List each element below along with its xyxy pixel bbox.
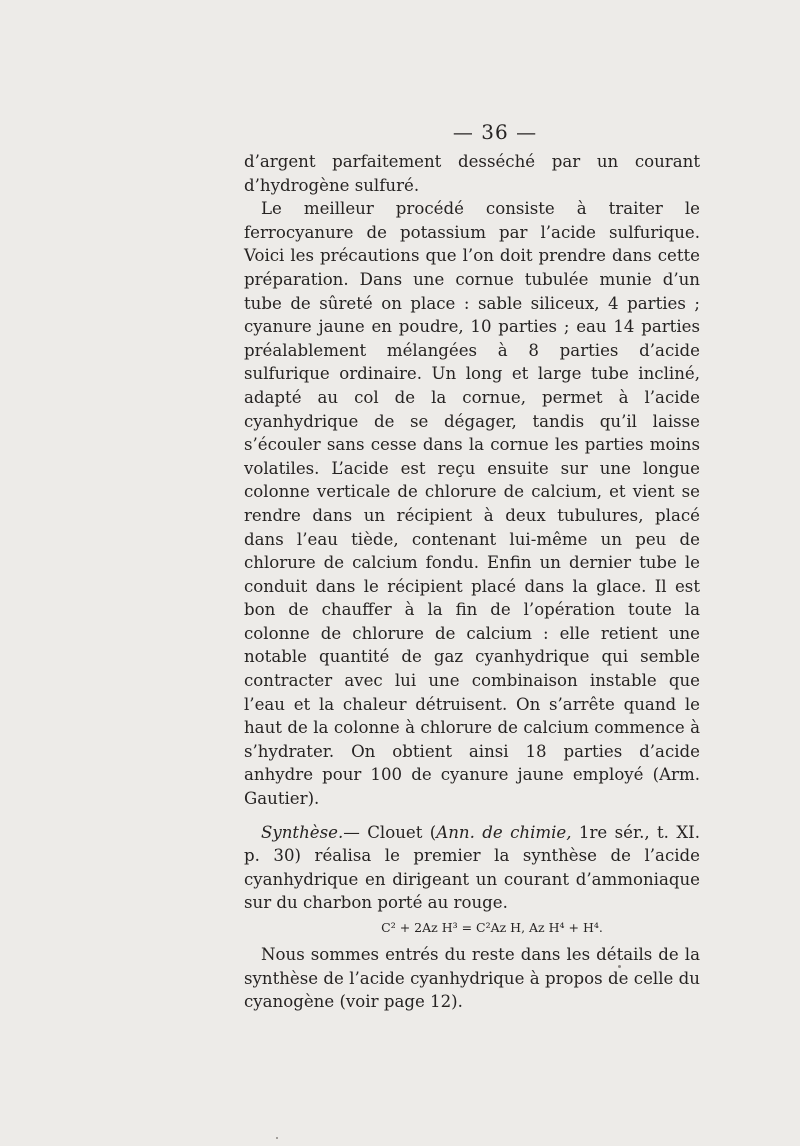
paper-speck — [618, 965, 621, 968]
page-number: — 36 — — [452, 120, 538, 144]
synthesis-heading: Synthèse. — [261, 822, 344, 842]
chemical-formula: C² + 2Az H³ = C²Az H, Az H⁴ + H⁴. — [381, 920, 603, 935]
body-text — [244, 150, 700, 1014]
paragraph-method: Le meilleur procédé consiste à traiter le ferrocyanure de potassium par l’acide sulfurique. Voici les précautions que l’on doit prendre dans cette préparation. Dans une cornue tubulée munie d’un tube de sûreté on place : sable siliceux, 4 parties ; cyanure jaune en poudre, 10 parties ; eau 14 parties préalablement mélangées à 8 parties d’acide sulfurique ordinaire. Un long et large tube incliné, adapté au col de la cornue, permet à l’acide cyanhydrique de se dégager, tandis qu’il laisse s’écouler sans cesse dans la cornue les parties moins volatiles. L’acide est reçu ensuite sur une longue colonne verticale de chlorure de calcium, et vient se rendre dans un récipient à deux tubulures, placé dans l’eau tiède, contenant lui-même un peu de chlorure de calcium fondu. Enfin un dernier tube le conduit dans le récipient placé dans la glace. Il est bon de chauffer à la fin de l’opération toute la colonne de chlorure de calcium : elle retient une notable quantité de gaz cyanhydrique qui semble contracter avec lui une combinaison instable que l’eau et la chaleur détruisent. On s’arrête quand le haut de la colonne à chlorure de calcium commence à s’hydrater. On obtient ainsi 18 parties d’acide anhydre pour 100 de cyanure jaune employé (Arm. Gautier). — [244, 199, 700, 809]
synthesis-text: 1re sér., t. XI. p. 30) réalisa le premier la synthèse de l’acide cyanhydrique en dirigeant un courant d’ammoniaque sur du charbon porté au rouge. — [244, 822, 700, 913]
synthesis-author: — Clouet ( — [343, 822, 437, 842]
paragraph-continuation: d’argent parfaitement desséché par un courant d’hydrogène sulfuré. — [244, 152, 700, 195]
paragraph-synthesis — [244, 821, 700, 915]
paragraph-conclusion: Nous sommes entrés du reste dans les détails de la synthèse de l’acide cyanhydrique à propos de celle du cyanogène (voir page 12). — [244, 945, 700, 1012]
paper-speck — [276, 1137, 278, 1139]
synthesis-source: Ann. de chimie, — [436, 822, 572, 842]
